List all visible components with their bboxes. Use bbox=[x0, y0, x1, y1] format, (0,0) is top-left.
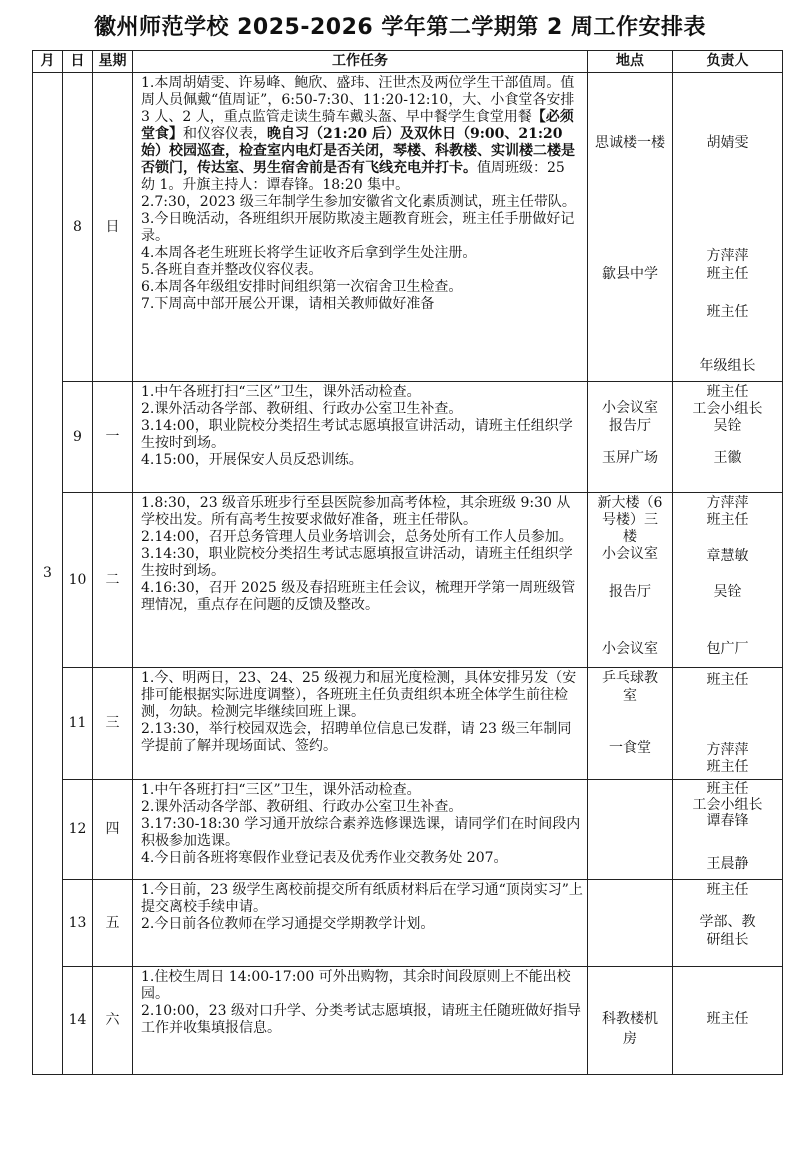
owner-item: 班主任 bbox=[706, 304, 749, 320]
task-item: 7.下周高中部开展公开课，请相关教师做好准备 bbox=[141, 296, 435, 312]
day-cell: 9 bbox=[63, 382, 93, 493]
location-cell bbox=[588, 382, 673, 493]
day-cell: 14 bbox=[63, 967, 93, 1075]
owner-item: 工会小组长 bbox=[692, 797, 763, 813]
weekday-cell: 五 bbox=[93, 880, 133, 967]
header-owner: 负责人 bbox=[673, 51, 783, 73]
location-item: 一食堂 bbox=[609, 740, 651, 756]
page-title: 徽州师范学校 2025-2026 学年第二学期第 2 周工作安排表 bbox=[93, 15, 707, 40]
table-row bbox=[33, 780, 783, 880]
owner-cell bbox=[673, 780, 783, 880]
owner-cell bbox=[673, 668, 783, 780]
task-item: 4.本周各老生班班长将学生证收齐后拿到学生处注册。 bbox=[141, 245, 477, 261]
location-item: 楼 bbox=[623, 529, 637, 545]
owner-item: 年级组长 bbox=[699, 358, 756, 374]
task-item: 3.14:00，职业院校分类招生考试志愿填报宣讲活动，请班主任组织学生按时到场。 bbox=[141, 418, 573, 451]
weekday-cell: 四 bbox=[93, 780, 133, 880]
task-item: 2.今日前各位教师在学习通提交学期教学计划。 bbox=[141, 916, 435, 932]
task-item: 4.今日前各班将寒假作业登记表及优秀作业交教务处 207。 bbox=[141, 850, 508, 866]
location-cell bbox=[588, 493, 673, 668]
location-cell bbox=[588, 73, 673, 382]
owner-item: 谭春锋 bbox=[706, 813, 749, 829]
header-location: 地点 bbox=[588, 51, 673, 73]
owner-item: 班主任 bbox=[706, 781, 749, 797]
weekday-cell: 二 bbox=[93, 493, 133, 668]
schedule-table bbox=[32, 50, 783, 1075]
task-item: 2.7:30，2023 级三年制学生参加安徽省文化素质测试，班主任带队。 bbox=[141, 194, 576, 210]
task-item: 4.16:30，召开 2025 级及春招班班主任会议，梳理开学第一周班级管理情况，重点存在问题的反馈及整改。 bbox=[141, 580, 576, 613]
weekday-cell: 六 bbox=[93, 967, 133, 1075]
owner-item: 胡婧雯 bbox=[706, 135, 749, 151]
table-row bbox=[33, 668, 783, 780]
task-item: 2.14:00，召开总务管理人员业务培训会，总务处所有工作人员参加。 bbox=[141, 529, 573, 545]
task-item: 1.住校生周日 14:00-17:00 可外出购物，其余时间段原则上不能出校园。 bbox=[141, 969, 571, 1002]
owner-cell bbox=[673, 967, 783, 1075]
task-item: 1.今、明两日，23、24、25 级视力和屈光度检测，具体安排另发（安排可能根据实际进度调整），各班班主任负责组织本班全体学生前往检测，勿缺。检测完毕继续回班上课。 bbox=[141, 670, 577, 720]
owner-item: 方萍萍 bbox=[706, 742, 749, 758]
location-item: 歙县中学 bbox=[602, 266, 658, 282]
task-cell bbox=[133, 382, 588, 493]
table-row bbox=[33, 493, 783, 668]
task-item: 2.课外活动各学部、教研组、行政办公室卫生补查。 bbox=[141, 799, 463, 815]
owner-item: 班主任 bbox=[706, 512, 749, 528]
header-day: 日 bbox=[63, 51, 93, 73]
location-item: 小会议室 bbox=[602, 641, 658, 657]
task-item: 1.中午各班打扫“三区”卫生，课外活动检查。 bbox=[141, 384, 421, 400]
location-item: 思诚楼一楼 bbox=[595, 135, 665, 151]
location-item: 玉屏广场 bbox=[602, 450, 658, 466]
location-item: 小会议室 bbox=[602, 546, 658, 562]
location-item: 报告厅 bbox=[609, 418, 651, 434]
location-item: 报告厅 bbox=[609, 584, 651, 600]
task-item: 1.中午各班打扫“三区”卫生，课外活动检查。 bbox=[141, 782, 421, 798]
location-cell bbox=[588, 780, 673, 880]
location-cell bbox=[588, 967, 673, 1075]
location-item: 乒乓球教 bbox=[602, 670, 658, 686]
task-cell bbox=[133, 493, 588, 668]
task-item: 3.17:30-18:30 学习通开放综合素养选修课选课，请同学们在时间段内积极参加选课。 bbox=[141, 816, 581, 849]
owner-item: 学部、教 bbox=[699, 914, 756, 930]
day-cell: 11 bbox=[63, 668, 93, 780]
owner-item: 工会小组长 bbox=[692, 401, 763, 417]
owner-item: 方萍萍 bbox=[706, 248, 749, 264]
task-item: 2.10:00，23 级对口升学、分类考试志愿填报，请班主任随班做好指导工作并收集填报信息。 bbox=[141, 1003, 581, 1036]
day-cell: 10 bbox=[63, 493, 93, 668]
owner-item: 包广厂 bbox=[706, 641, 749, 657]
owner-item: 班主任 bbox=[706, 384, 749, 400]
header-row bbox=[33, 51, 783, 73]
task-item: 5.各班自查并整改仪容仪表。 bbox=[141, 262, 323, 278]
owner-cell bbox=[673, 880, 783, 967]
owner-item: 班主任 bbox=[706, 882, 749, 898]
location-cell bbox=[588, 668, 673, 780]
location-item: 号楼）三 bbox=[602, 512, 658, 528]
task-item: 6.本周各年级组安排时间组织第一次宿舍卫生检查。 bbox=[141, 279, 463, 295]
task-item: 2.13:30，举行校园双选会，招聘单位信息已发群，请 23 级三年制同学提前了解并现场面试、签约。 bbox=[141, 721, 572, 754]
task-item: 4.15:00，开展保安人员反恐训练。 bbox=[141, 452, 363, 468]
weekday-cell: 一 bbox=[93, 382, 133, 493]
task-item: 2.课外活动各学部、教研组、行政办公室卫生补查。 bbox=[141, 401, 463, 417]
location-item: 新大楼（6 bbox=[597, 495, 663, 511]
task-item: 1.本周胡婧雯、许易峰、鲍欣、盛玮、汪世杰及两位学生干部值周。值周人员佩戴“值周证”，6:50-7:30、11:20-12:10，大、小食堂各安排 3 人、2 人，重点监管走读生骑车戴头盔、早中餐学生食堂用餐【必须堂食】和仪容仪表，晚自习（21:20 后）及双休日（9:00、21:20 始）校园巡查，检查室内电灯是否关闭，琴楼、科教楼、实训楼二楼是否锁门，传达室、男生宿舍前是否有飞线充电并打卡。值周班级：25 幼 1。升旗主持人：谭春锋。18:20 集中。 bbox=[141, 75, 575, 193]
location-item: 室 bbox=[623, 688, 637, 704]
task-cell bbox=[133, 780, 588, 880]
month-cell: 3 bbox=[33, 73, 63, 1075]
location-item: 房 bbox=[623, 1031, 637, 1047]
owner-item: 王徽 bbox=[713, 450, 742, 466]
task-item: 1.8:30，23 级音乐班步行至县医院参加高考体检，其余班级 9:30 从学校出发。所有高考生按要求做好准备，班主任带队。 bbox=[141, 495, 571, 528]
task-cell bbox=[133, 668, 588, 780]
owner-item: 班主任 bbox=[706, 759, 749, 775]
day-cell: 8 bbox=[63, 73, 93, 382]
owner-item: 吴铨 bbox=[713, 584, 742, 600]
task-cell bbox=[133, 73, 588, 382]
owner-item: 方萍萍 bbox=[706, 495, 749, 511]
owner-item: 王晨静 bbox=[706, 856, 749, 872]
owner-cell bbox=[673, 493, 783, 668]
location-item: 小会议室 bbox=[602, 400, 658, 416]
task-cell bbox=[133, 967, 588, 1075]
weekday-cell: 日 bbox=[93, 73, 133, 382]
day-cell: 12 bbox=[63, 780, 93, 880]
table-row bbox=[33, 880, 783, 967]
task-cell bbox=[133, 880, 588, 967]
day-cell: 13 bbox=[63, 880, 93, 967]
owner-item: 班主任 bbox=[706, 672, 749, 688]
owner-item: 吴铨 bbox=[713, 418, 742, 434]
header-month: 月 bbox=[33, 51, 63, 73]
task-item: 3.今日晚活动，各班组织开展防欺凌主题教育班会，班主任手册做好记录。 bbox=[141, 211, 575, 244]
table-row bbox=[33, 73, 783, 382]
table-row bbox=[33, 382, 783, 493]
owner-cell bbox=[673, 73, 783, 382]
task-item: 1.今日前，23 级学生离校前提交所有纸质材料后在学习通“顶岗实习”上提交离校手续申请。 bbox=[141, 882, 583, 915]
weekday-cell: 三 bbox=[93, 668, 133, 780]
owner-item: 章慧敏 bbox=[706, 548, 749, 564]
owner-cell bbox=[673, 382, 783, 493]
owner-item: 班主任 bbox=[706, 1011, 749, 1027]
owner-item: 研组长 bbox=[706, 932, 749, 948]
task-item: 3.14:30，职业院校分类招生考试志愿填报宣讲活动，请班主任组织学生按时到场。 bbox=[141, 546, 573, 579]
location-item: 科教楼机 bbox=[602, 1011, 658, 1027]
location-cell bbox=[588, 880, 673, 967]
owner-item: 班主任 bbox=[706, 266, 749, 282]
header-weekday: 星期 bbox=[93, 51, 133, 73]
table-row bbox=[33, 967, 783, 1075]
header-task: 工作任务 bbox=[133, 51, 588, 73]
